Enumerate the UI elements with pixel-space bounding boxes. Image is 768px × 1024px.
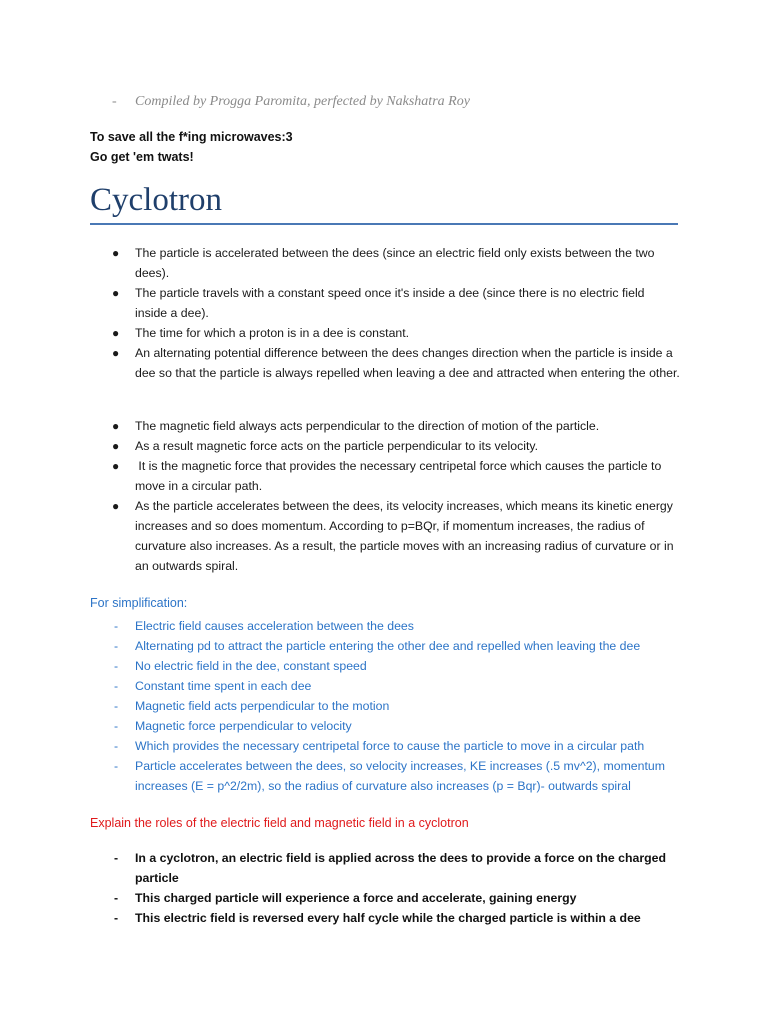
credit-line xyxy=(112,94,470,110)
dash-marker: - xyxy=(114,719,119,733)
credit-dash: - xyxy=(112,94,117,109)
bullet-marker: ● xyxy=(112,419,120,433)
bullet-marker: ● xyxy=(112,346,120,360)
intro-line-1: To save all the f*ing microwaves:3 xyxy=(90,130,293,144)
bullet-marker: ● xyxy=(112,439,120,453)
list-item: - Particle accelerates between the dees, so velocity increases, KE increases (.5 mv^2), momentum increases (E = p^2/2m), so the radius of curvature also increases (p = Bqr)- outwards spiral xyxy=(90,756,680,796)
dash-marker: - xyxy=(114,891,119,905)
list-item: - Constant time spent in each dee xyxy=(90,676,680,696)
dash-marker: - xyxy=(114,739,119,753)
intro-block xyxy=(90,127,293,167)
dash-marker: - xyxy=(114,659,119,673)
list-item: ● As the particle accelerates between the dees, its velocity increases, which means its kinetic energy increases and so does momentum. According to p=BQr, if momentum increases, the radius of curvature also increases. As a result, the particle moves with an increasing radius of curvature or in an outwards spiral. xyxy=(90,496,680,576)
list-item: - No electric field in the dee, constant speed xyxy=(90,656,680,676)
list-item: ● The time for which a proton is in a dee is constant. xyxy=(90,323,680,343)
list-item: - Which provides the necessary centripetal force to cause the particle to move in a circular path xyxy=(90,736,680,756)
question-heading: Explain the roles of the electric field and magnetic field in a cyclotron xyxy=(90,816,469,830)
bullet-marker: ● xyxy=(112,459,120,473)
answer-list xyxy=(90,848,680,928)
title-underline xyxy=(90,223,678,225)
list-item: - Magnetic field acts perpendicular to the motion xyxy=(90,696,680,716)
dash-marker: - xyxy=(114,699,119,713)
bullet-list-dees xyxy=(90,243,680,383)
dash-marker: - xyxy=(114,911,119,925)
bullet-marker: ● xyxy=(112,286,120,300)
list-item: ● The particle is accelerated between the dees (since an electric field only exists between the two dees). xyxy=(90,243,680,283)
list-item: ● It is the magnetic force that provides the necessary centripetal force which causes the particle to move in a circular path. xyxy=(90,456,680,496)
simplification-list xyxy=(90,616,680,796)
list-item: ● An alternating potential difference between the dees changes direction when the particle is inside a dee so that the particle is always repelled when leaving a dee and attracted when entering the other. xyxy=(90,343,680,383)
list-item: - Magnetic force perpendicular to velocity xyxy=(90,716,680,736)
dash-marker: - xyxy=(114,759,119,773)
list-item: - Alternating pd to attract the particle entering the other dee and repelled when leaving the dee xyxy=(90,636,680,656)
list-item: - This charged particle will experience a force and accelerate, gaining energy xyxy=(90,888,680,908)
list-item: ● As a result magnetic force acts on the particle perpendicular to its velocity. xyxy=(90,436,680,456)
dash-marker: - xyxy=(114,619,119,633)
dash-marker: - xyxy=(114,851,119,865)
list-item: ● The magnetic field always acts perpendicular to the direction of motion of the particle. xyxy=(90,416,680,436)
simplification-heading: For simplification: xyxy=(90,596,188,610)
list-item: - Electric field causes acceleration between the dees xyxy=(90,616,680,636)
bullet-marker: ● xyxy=(112,326,120,340)
dash-marker: - xyxy=(114,639,119,653)
credit-text: Compiled by Progga Paromita, perfected by Nakshatra Roy xyxy=(135,94,470,109)
page-title: Cyclotron xyxy=(90,182,222,218)
list-item: - This electric field is reversed every half cycle while the charged particle is within a dee xyxy=(90,908,680,928)
intro-line-2: Go get 'em twats! xyxy=(90,150,194,164)
bullet-marker: ● xyxy=(112,499,120,513)
bullet-marker: ● xyxy=(112,246,120,260)
dash-marker: - xyxy=(114,679,119,693)
bullet-list-magnetic xyxy=(90,416,680,576)
list-item: ● The particle travels with a constant speed once it's inside a dee (since there is no electric field inside a dee). xyxy=(90,283,680,323)
list-item: - In a cyclotron, an electric field is applied across the dees to provide a force on the charged particle xyxy=(90,848,680,888)
